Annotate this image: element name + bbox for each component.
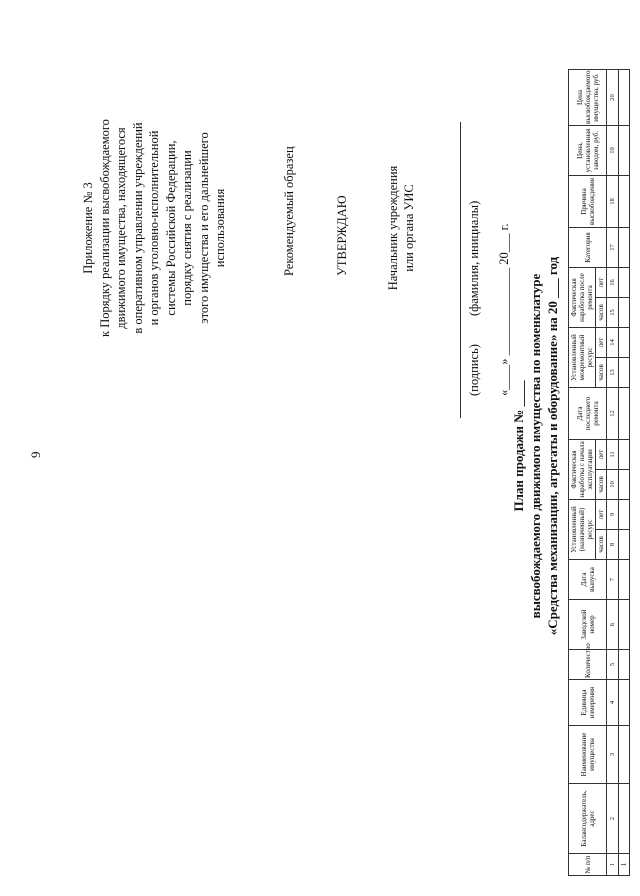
- appendix-line: движимого имущества, находящегося: [114, 127, 128, 329]
- table-cell: [619, 500, 630, 530]
- header-cell: Наименование имущества: [569, 726, 607, 784]
- table-cell: [619, 227, 630, 267]
- column-number: 9: [607, 500, 619, 530]
- column-number: 10: [607, 470, 619, 500]
- subheader-cell: лет: [596, 500, 607, 530]
- column-number: 5: [607, 650, 619, 680]
- table-cell: [619, 297, 630, 327]
- appendix-title: Приложение № 3: [81, 182, 95, 274]
- table-row: [619, 69, 630, 875]
- row-number: 1: [619, 854, 630, 876]
- header-cell: Установленный (назначенный) ресурс: [569, 500, 596, 560]
- subheader-cell: лет: [596, 439, 607, 469]
- subheader-cell: часов: [596, 357, 607, 387]
- appendix-line: системы Российской Федерации,: [163, 140, 178, 316]
- appendix-block: [80, 48, 229, 408]
- table-cell: [619, 560, 630, 600]
- table-cell: [619, 650, 630, 680]
- column-number: 17: [607, 227, 619, 267]
- table-cell: [619, 726, 630, 784]
- appendix-line: в оперативном управлении учреждений: [130, 122, 145, 334]
- subheader-cell: часов: [596, 530, 607, 560]
- appendix-line: использования: [213, 188, 227, 268]
- header-cell: Балансодержатель, адрес: [569, 784, 607, 854]
- column-number: 18: [607, 175, 619, 227]
- table-cell: [619, 470, 630, 500]
- subheader-cell: лет: [596, 327, 607, 357]
- signature-line: [460, 122, 461, 418]
- subheader-cell: лет: [596, 267, 607, 297]
- subheader-cell: часов: [596, 297, 607, 327]
- head-line: Начальник учреждения: [386, 165, 400, 291]
- header-cell: Установленный межремонтный ресурс: [569, 327, 596, 387]
- column-number: 6: [607, 600, 619, 650]
- table-cell: [619, 439, 630, 469]
- page-number: 9: [28, 451, 43, 458]
- column-number: 20: [607, 69, 619, 125]
- column-number: 4: [607, 680, 619, 726]
- column-number: 1: [607, 854, 619, 876]
- name-caption: (фамилия, инициалы): [467, 200, 481, 316]
- header-cell: Количество: [569, 650, 607, 680]
- title-line: План продажи № ____: [511, 380, 526, 512]
- sample-label: Рекомендуемый образец: [282, 146, 296, 276]
- approve-label: УТВЕРЖДАЮ: [335, 195, 349, 276]
- header-cell: № п/п: [569, 854, 607, 876]
- table-cell: [619, 69, 630, 125]
- table-cell: [619, 530, 630, 560]
- column-number: 16: [607, 267, 619, 297]
- title-line: «Средства механизации, агрегаты и оборудование» на 20 ___ год: [545, 256, 560, 636]
- appendix-line: этого имущества и его дальнейшего: [196, 132, 211, 324]
- header-row: [569, 69, 596, 875]
- sale-plan-table: [568, 69, 630, 876]
- column-number: 8: [607, 530, 619, 560]
- table-cell: [619, 680, 630, 726]
- signature-caption: (подпись): [467, 344, 481, 396]
- column-number: 3: [607, 726, 619, 784]
- header-cell: Дата последнего ремонта: [569, 387, 607, 439]
- column-number: 7: [607, 560, 619, 600]
- appendix-line: порядку снятия с реализации: [180, 150, 194, 306]
- column-number: 13: [607, 357, 619, 387]
- table-cell: [619, 125, 630, 175]
- column-number-row: [607, 69, 619, 875]
- title-line: высвобождаемого движимого имущества по номенклатуре: [528, 273, 543, 619]
- table-cell: [619, 327, 630, 357]
- header-cell: Единица измерения: [569, 680, 607, 726]
- table-cell: [619, 600, 630, 650]
- head-of-institution: [385, 138, 417, 318]
- column-number: 14: [607, 327, 619, 357]
- subheader-cell: часов: [596, 470, 607, 500]
- column-number: 19: [607, 125, 619, 175]
- header-cell: Дата выпуска: [569, 560, 607, 600]
- header-cell: Цена, установленная заводом, руб.: [569, 125, 607, 175]
- column-number: 15: [607, 297, 619, 327]
- header-cell: Фактическая наработка после ремонта: [569, 267, 596, 327]
- header-cell: Фактическая наработка с начала эксплуатации: [570, 441, 594, 498]
- appendix-line: и органов уголовно-исполнительной: [147, 130, 161, 326]
- appendix-line: к Порядку реализации высвобождаемого: [97, 119, 112, 337]
- document-title: [510, 166, 561, 726]
- header-cell: Категория: [569, 227, 607, 267]
- head-line: или органа УИС: [402, 184, 416, 272]
- table-cell: [619, 357, 630, 387]
- table-cell: [619, 175, 630, 227]
- table-cell: [619, 267, 630, 297]
- column-number: 11: [607, 439, 619, 469]
- column-number: 2: [607, 784, 619, 854]
- header-cell: Причина высвобождения: [569, 175, 607, 227]
- column-number: 12: [607, 387, 619, 439]
- header-cell: Заводской номер: [569, 600, 607, 650]
- table-cell: [619, 784, 630, 854]
- header-cell: Цена высвобождаемого имущества, руб.: [569, 69, 607, 125]
- approval-date: «____» ______________ 20___ г.: [497, 223, 511, 396]
- table-cell: [619, 387, 630, 439]
